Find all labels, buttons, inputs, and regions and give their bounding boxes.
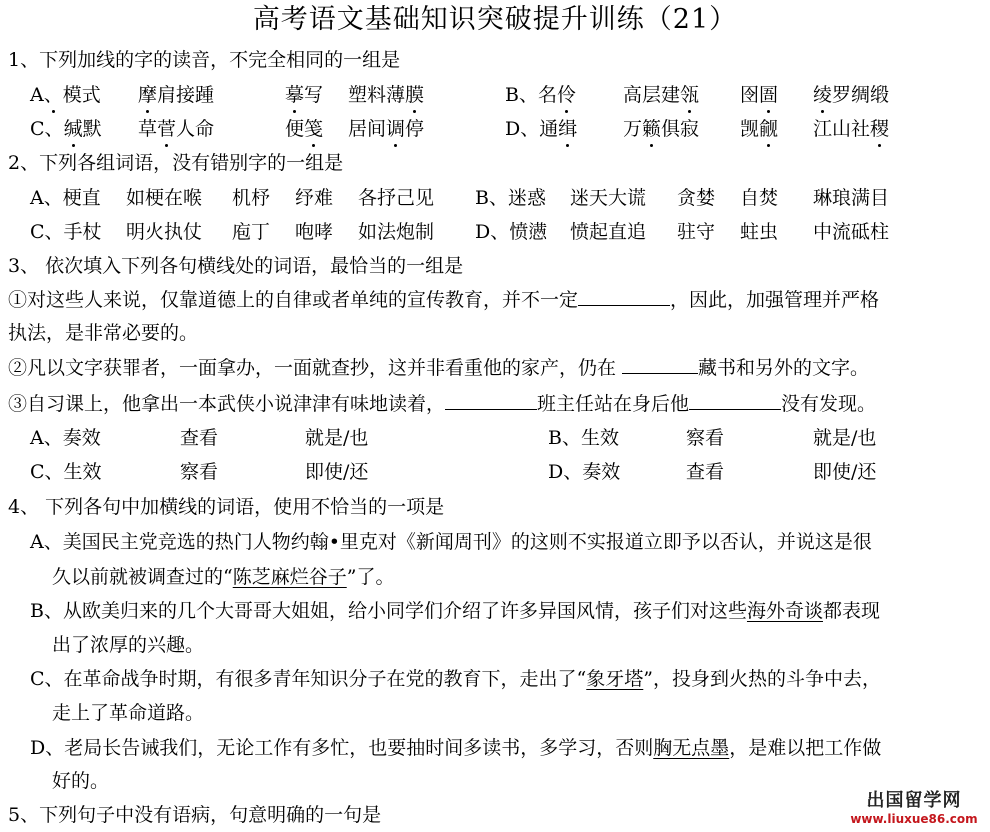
emphasis-mark: 膜 (405, 84, 425, 106)
sentence-3-text: 没有发现。 (781, 393, 877, 415)
option-cell: 囹圄 (740, 84, 779, 106)
emphasis-mark: 摹 (285, 84, 305, 106)
underlined-phrase: 胸无点墨 (653, 737, 730, 759)
option-b-text: B、从欧美归来的几个大哥哥大姐姐，给小同学们介绍了许多异国风情，孩子们对这些 (30, 600, 747, 622)
emphasis-mark: 调 (386, 118, 406, 140)
emphasis-mark: 籁 (642, 118, 662, 140)
sentence-3 (8, 391, 876, 417)
option-cell: 查看 (686, 461, 725, 483)
question-5-stem: 5、下列句子中没有语病，句意明确的一句是 (8, 804, 382, 826)
underlined-phrase: 海外奇谈 (746, 600, 823, 622)
option-cell: D、奏效 (548, 461, 621, 483)
option-cell: 觊觎 (740, 118, 779, 140)
option-cell: 贪婪 (677, 187, 716, 209)
page-title: 高考语文基础知识突破提升训练（21） (252, 4, 738, 35)
option-c-text: ”，投身到火热的斗争中去， (643, 668, 881, 690)
question-1-stem: 1、下列加线的字的读音，不完全相同的一组是 (8, 49, 401, 71)
emphasis-mark: 摩 (138, 84, 158, 106)
emphasis-mark: 、 (43, 84, 63, 106)
watermark-name: 出国留学网 (866, 790, 962, 811)
sentence-1-cont: 执法，是非常必要的。 (8, 322, 199, 344)
option-cell: 中流砥柱 (813, 221, 890, 243)
emphasis-mark: 瓴 (680, 84, 700, 106)
option-c-line-2: 走上了革命道路。 (52, 702, 205, 724)
option-c-line-1 (30, 666, 881, 692)
option-cell: 便笺 (285, 118, 324, 140)
option-cell: 各抒己见 (358, 187, 435, 209)
option-cell: 庖丁 (232, 221, 271, 243)
option-cell: 迷天大谎 (570, 187, 647, 209)
underlined-phrase: 象牙塔 (586, 668, 644, 690)
option-b-line-2: 出了浓厚的兴趣。 (52, 634, 205, 656)
option-d-line-2: 好的。 (52, 770, 110, 792)
option-cell: 察看 (686, 427, 725, 449)
emphasis-mark: 伶 (557, 84, 577, 106)
option-cell: B、生效 (548, 427, 619, 449)
option-c-text: C、在革命战争时期，有很多青年知识分子在党的教育下，走出了“ (30, 668, 587, 690)
option-cell: 查看 (180, 427, 219, 449)
emphasis-mark: 稷 (870, 118, 890, 140)
option-a-text: ”了。 (346, 566, 395, 588)
sentence-2-text: 藏书和另外的文字。 (698, 357, 870, 379)
option-cell: A、奏效 (30, 427, 101, 449)
option-d-line-1 (30, 735, 881, 761)
option-cell: 蛀虫 (740, 221, 779, 243)
emphasis-mark: 菅 (157, 118, 177, 140)
option-a-text: 久以前就被调查过的“ (52, 566, 233, 588)
fill-blank[interactable] (445, 391, 537, 410)
option-cell: C、手杖 (30, 221, 102, 243)
option-cell: 明火执仗 (126, 221, 203, 243)
sentence-3-text: 班主任站在身后他 (537, 393, 690, 415)
sentence-2 (8, 355, 869, 381)
site-watermark-logo (840, 790, 988, 830)
sentence-2-text: ②凡以文字获罪者，一面拿办，一面就查抄，这并非看重他的家产，仍在 (8, 357, 623, 379)
watermark-url: www.liuxue86.com (850, 812, 978, 826)
option-b-line-1 (30, 598, 880, 624)
option-cell: 居间调停 (348, 118, 425, 140)
emphasis-mark: 缄 (63, 118, 83, 140)
option-d-text: ，是难以把工作做 (729, 737, 882, 759)
option-cell: 机杼 (232, 187, 271, 209)
option-cell: 就是/也 (813, 427, 877, 449)
fill-blank[interactable] (578, 287, 670, 306)
option-cell: 绫罗绸缎 (813, 84, 890, 106)
option-a-line-2 (52, 564, 394, 590)
emphasis-mark: 笺 (304, 118, 324, 140)
option-cell: 驻守 (677, 221, 716, 243)
sentence-3-text: ③自习课上，他拿出一本武侠小说津津有味地读着， (8, 393, 446, 415)
option-b-text: 都表现 (822, 600, 880, 622)
option-cell: 草菅人命 (138, 118, 215, 140)
option-cell: C、生效 (30, 461, 102, 483)
option-cell: 琳琅满目 (813, 187, 890, 209)
option-cell: B、迷惑 (475, 187, 546, 209)
option-cell: 摩肩接踵 (138, 84, 215, 106)
emphasis-mark: 绫 (813, 84, 833, 106)
fill-blank[interactable] (622, 355, 698, 374)
option-cell: D、愤懑 (475, 221, 548, 243)
emphasis-mark: 圄 (759, 84, 779, 106)
underlined-phrase: 陈芝麻烂谷子 (232, 566, 347, 588)
option-cell: 如梗在喉 (126, 187, 203, 209)
emphasis-mark: 觎 (759, 118, 779, 140)
option-cell: 摹写 (285, 84, 324, 106)
option-cell: 就是/也 (305, 427, 369, 449)
option-cell: 江山社稷 (813, 118, 890, 140)
option-d-text: D、老局长告诫我们，无论工作有多忙，也要抽时间多读书，多学习，否则 (30, 737, 654, 759)
fill-blank[interactable] (689, 391, 781, 410)
option-cell: 如法炮制 (358, 221, 435, 243)
question-4-stem: 4、 下列各句中加横线的词语，使用不恰当的一项是 (8, 496, 445, 518)
option-cell: 自焚 (740, 187, 779, 209)
option-cell: 即使/还 (305, 461, 369, 483)
option-cell: A、梗直 (30, 187, 101, 209)
sentence-1 (8, 287, 879, 313)
option-cell: 即使/还 (813, 461, 877, 483)
sentence-1-text: ，因此，加强管理并严格 (670, 289, 880, 311)
emphasis-mark: 缉 (558, 118, 578, 140)
option-cell: C、缄默 (30, 118, 102, 140)
option-cell: B、名伶 (505, 84, 577, 106)
option-cell: 塑料薄膜 (348, 84, 425, 106)
question-2-stem: 2、下列各组词语，没有错别字的一组是 (8, 152, 344, 174)
option-cell: 纾难 (295, 187, 334, 209)
option-cell: A、模式 (30, 84, 101, 106)
option-cell: D、通缉 (505, 118, 578, 140)
option-cell: 万籁俱寂 (623, 118, 700, 140)
option-cell: 高层建瓴 (623, 84, 700, 106)
option-cell: 咆哮 (295, 221, 334, 243)
question-3-stem: 3、 依次填入下列各句横线处的词语，最恰当的一组是 (8, 255, 464, 277)
option-a-line-1: A、美国民主党竞选的热门人物约翰•里克对《新闻周刊》的这则不实报道立即予以否认，并说这是很 (30, 531, 872, 553)
option-cell: 愤起直追 (570, 221, 647, 243)
sentence-1-text: ①对这些人来说，仅靠道德上的自律或者单纯的宣传教育，并不一定 (8, 289, 579, 311)
option-cell: 察看 (180, 461, 219, 483)
